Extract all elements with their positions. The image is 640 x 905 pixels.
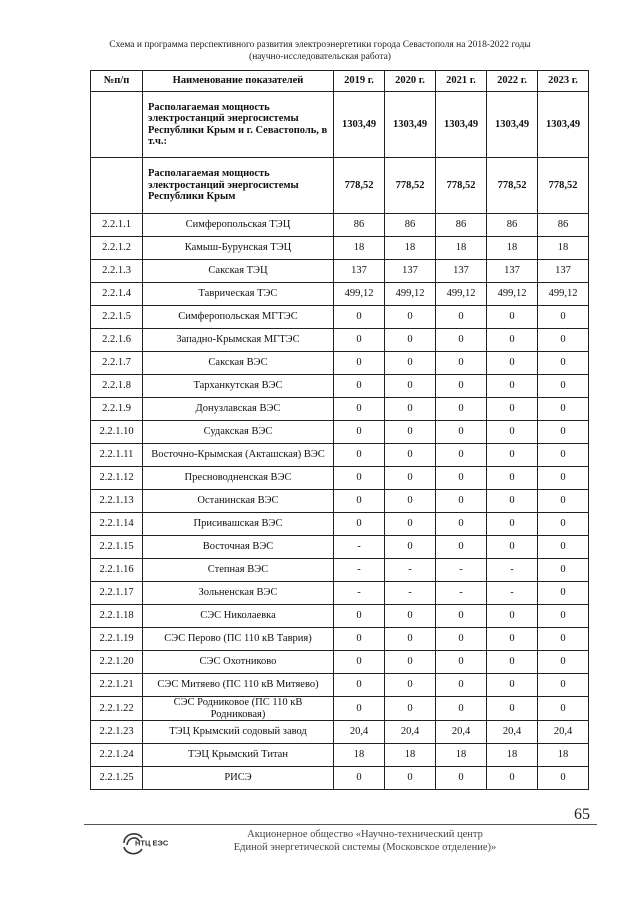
summary-value: 778,52	[385, 158, 436, 214]
row-number: 2.2.1.12	[91, 467, 143, 490]
row-value: 499,12	[538, 283, 589, 306]
row-value: -	[436, 559, 487, 582]
table-row	[91, 605, 589, 628]
summary-value: 1303,49	[334, 92, 385, 158]
table-row	[91, 721, 589, 744]
row-value: 0	[487, 352, 538, 375]
row-value: 18	[538, 237, 589, 260]
row-value: 20,4	[538, 721, 589, 744]
row-value: 0	[436, 605, 487, 628]
row-number: 2.2.1.21	[91, 674, 143, 697]
summary-row	[91, 158, 589, 214]
summary-name: Располагаемая мощность электростанций энергосистемы Республики Крым	[143, 158, 334, 214]
row-value: -	[385, 559, 436, 582]
table-row	[91, 536, 589, 559]
row-value: 0	[487, 467, 538, 490]
summary-value: 1303,49	[436, 92, 487, 158]
row-number: 2.2.1.3	[91, 260, 143, 283]
row-number: 2.2.1.1	[91, 214, 143, 237]
row-value: 0	[538, 582, 589, 605]
row-value: 86	[436, 214, 487, 237]
row-value: 0	[538, 674, 589, 697]
row-value: 20,4	[334, 721, 385, 744]
summary-value: 1303,49	[487, 92, 538, 158]
row-name: Степная ВЭС	[143, 559, 334, 582]
row-value: 0	[436, 536, 487, 559]
row-value: 499,12	[334, 283, 385, 306]
table-row	[91, 329, 589, 352]
row-value: 0	[487, 697, 538, 721]
row-value: 20,4	[436, 721, 487, 744]
row-value: 0	[334, 375, 385, 398]
company-logo	[118, 826, 180, 860]
capacity-table	[90, 70, 589, 790]
table-row	[91, 398, 589, 421]
row-value: 0	[385, 375, 436, 398]
row-value: 0	[538, 444, 589, 467]
row-value: 0	[385, 306, 436, 329]
row-value: -	[334, 536, 385, 559]
footer-organization	[215, 828, 515, 854]
row-value: 0	[334, 421, 385, 444]
row-value: 0	[385, 605, 436, 628]
summary-row	[91, 92, 589, 158]
row-value: 86	[385, 214, 436, 237]
row-value: 0	[436, 651, 487, 674]
table-row	[91, 582, 589, 605]
header-subtitle: (научно-исследовательская работа)	[249, 52, 391, 62]
row-name: Таврическая ТЭС	[143, 283, 334, 306]
col-header-2019: 2019 г.	[334, 71, 385, 92]
row-value: 0	[538, 467, 589, 490]
table-row	[91, 421, 589, 444]
row-value: 0	[436, 444, 487, 467]
col-header-2020: 2020 г.	[385, 71, 436, 92]
row-value: 0	[334, 674, 385, 697]
row-name: ТЭЦ Крымский содовый завод	[143, 721, 334, 744]
col-header-2022: 2022 г.	[487, 71, 538, 92]
row-value: 0	[436, 674, 487, 697]
table-row	[91, 467, 589, 490]
table-row	[91, 283, 589, 306]
row-value: 0	[538, 628, 589, 651]
table-row	[91, 444, 589, 467]
row-value: 0	[436, 352, 487, 375]
table-row	[91, 651, 589, 674]
row-value: 0	[334, 513, 385, 536]
row-value: -	[487, 559, 538, 582]
row-name: Судакская ВЭС	[143, 421, 334, 444]
row-value: 137	[436, 260, 487, 283]
row-name: РИСЭ	[143, 767, 334, 790]
row-value: 0	[487, 421, 538, 444]
row-name: Симферопольская МГТЭС	[143, 306, 334, 329]
row-name: ТЭЦ Крымский Титан	[143, 744, 334, 767]
table-row	[91, 352, 589, 375]
footer-line-2: Единой энергетической системы (Московское отделение)»	[233, 842, 497, 853]
table-row	[91, 628, 589, 651]
row-value: 18	[385, 237, 436, 260]
row-value: 0	[436, 628, 487, 651]
row-name: Зольненская ВЭС	[143, 582, 334, 605]
summary-value: 778,52	[334, 158, 385, 214]
row-value: 0	[334, 306, 385, 329]
row-name: Сакская ВЭС	[143, 352, 334, 375]
table-row	[91, 490, 589, 513]
summary-num-cell	[91, 92, 143, 158]
row-value: 499,12	[487, 283, 538, 306]
row-value: 0	[385, 536, 436, 559]
row-number: 2.2.1.8	[91, 375, 143, 398]
row-value: 86	[487, 214, 538, 237]
row-value: 86	[334, 214, 385, 237]
row-name: СЭС Перово (ПС 110 кВ Таврия)	[143, 628, 334, 651]
row-value: 0	[334, 628, 385, 651]
row-value: 499,12	[436, 283, 487, 306]
row-value: 0	[487, 398, 538, 421]
row-value: 0	[436, 421, 487, 444]
col-header-2023: 2023 г.	[538, 71, 589, 92]
row-value: 0	[487, 444, 538, 467]
table-row	[91, 674, 589, 697]
row-number: 2.2.1.22	[91, 697, 143, 721]
row-name: СЭС Родниковое (ПС 110 кВ Родниковая)	[143, 697, 334, 721]
row-value: 20,4	[487, 721, 538, 744]
row-value: 0	[385, 513, 436, 536]
row-value: 0	[334, 651, 385, 674]
summary-num-cell	[91, 158, 143, 214]
row-number: 2.2.1.9	[91, 398, 143, 421]
row-name: Западно-Крымская МГТЭС	[143, 329, 334, 352]
row-value: 0	[487, 513, 538, 536]
row-value: 0	[385, 467, 436, 490]
row-number: 2.2.1.25	[91, 767, 143, 790]
row-number: 2.2.1.18	[91, 605, 143, 628]
row-number: 2.2.1.15	[91, 536, 143, 559]
row-value: 0	[334, 467, 385, 490]
table-row	[91, 697, 589, 721]
row-name: Камыш-Бурунская ТЭЦ	[143, 237, 334, 260]
row-value: 18	[436, 744, 487, 767]
row-value: 0	[436, 513, 487, 536]
footer-divider	[84, 824, 597, 825]
row-value: 0	[334, 444, 385, 467]
row-value: 0	[334, 767, 385, 790]
row-value: 0	[436, 375, 487, 398]
col-header-num: №п/п	[91, 71, 143, 92]
row-value: 0	[538, 536, 589, 559]
table-row	[91, 744, 589, 767]
row-value: 0	[538, 329, 589, 352]
row-name: СЭС Охотниково	[143, 651, 334, 674]
row-number: 2.2.1.10	[91, 421, 143, 444]
row-value: 0	[538, 398, 589, 421]
summary-value: 1303,49	[538, 92, 589, 158]
row-name: Восточно-Крымская (Акташская) ВЭС	[143, 444, 334, 467]
row-name: СЭС Митяево (ПС 110 кВ Митяево)	[143, 674, 334, 697]
row-name: Восточная ВЭС	[143, 536, 334, 559]
table-row	[91, 767, 589, 790]
row-value: 0	[334, 490, 385, 513]
row-value: 0	[385, 398, 436, 421]
table-header-row	[91, 71, 589, 92]
row-value: 18	[487, 744, 538, 767]
col-header-name: Наименование показателей	[143, 71, 334, 92]
row-value: 0	[436, 306, 487, 329]
table-row	[91, 260, 589, 283]
row-value: 0	[487, 651, 538, 674]
row-value: 0	[385, 421, 436, 444]
row-value: 18	[538, 744, 589, 767]
row-value: 0	[538, 375, 589, 398]
row-value: 18	[385, 744, 436, 767]
row-value: 0	[436, 398, 487, 421]
row-name: Останинская ВЭС	[143, 490, 334, 513]
row-value: 0	[487, 628, 538, 651]
row-value: 0	[487, 306, 538, 329]
row-value: 18	[334, 237, 385, 260]
row-number: 2.2.1.23	[91, 721, 143, 744]
row-value: 0	[334, 605, 385, 628]
row-value: 0	[385, 628, 436, 651]
document-header	[60, 39, 580, 63]
row-number: 2.2.1.20	[91, 651, 143, 674]
row-value: -	[334, 559, 385, 582]
row-value: 0	[487, 674, 538, 697]
row-value: 0	[538, 697, 589, 721]
row-value: -	[385, 582, 436, 605]
logo-text: НТЦ ЕЭС	[135, 838, 169, 848]
row-name: Сакская ТЭЦ	[143, 260, 334, 283]
table-row	[91, 214, 589, 237]
page-number: 65	[574, 806, 590, 823]
row-value: -	[487, 582, 538, 605]
row-value: 0	[538, 605, 589, 628]
row-value: 0	[538, 306, 589, 329]
row-value: 0	[436, 697, 487, 721]
row-value: 18	[334, 744, 385, 767]
row-value: 0	[385, 444, 436, 467]
header-title: Схема и программа перспективного развития электроэнергетики города Севастополя на 2018-2022 годы	[109, 40, 531, 50]
row-value: 0	[385, 674, 436, 697]
row-value: 0	[487, 536, 538, 559]
row-value: 0	[538, 490, 589, 513]
row-number: 2.2.1.16	[91, 559, 143, 582]
col-header-2021: 2021 г.	[436, 71, 487, 92]
row-value: 0	[334, 329, 385, 352]
row-value: 0	[385, 329, 436, 352]
row-value: 0	[385, 697, 436, 721]
row-value: -	[334, 582, 385, 605]
row-value: 0	[385, 490, 436, 513]
row-value: 137	[334, 260, 385, 283]
row-value: 0	[436, 329, 487, 352]
row-name: Присивашская ВЭС	[143, 513, 334, 536]
row-value: 0	[385, 767, 436, 790]
table-row	[91, 237, 589, 260]
row-number: 2.2.1.24	[91, 744, 143, 767]
row-value: 0	[334, 697, 385, 721]
row-number: 2.2.1.7	[91, 352, 143, 375]
row-number: 2.2.1.5	[91, 306, 143, 329]
row-value: 0	[385, 651, 436, 674]
summary-value: 778,52	[436, 158, 487, 214]
row-value: 0	[538, 651, 589, 674]
row-value: 18	[487, 237, 538, 260]
row-name: Пресноводненская ВЭС	[143, 467, 334, 490]
row-value: 0	[436, 490, 487, 513]
row-value: 0	[487, 329, 538, 352]
row-number: 2.2.1.11	[91, 444, 143, 467]
row-name: Тарханкутская ВЭС	[143, 375, 334, 398]
row-number: 2.2.1.4	[91, 283, 143, 306]
row-value: 0	[385, 352, 436, 375]
row-value: 0	[538, 513, 589, 536]
table-row	[91, 306, 589, 329]
row-value: 20,4	[385, 721, 436, 744]
row-number: 2.2.1.13	[91, 490, 143, 513]
row-value: 86	[538, 214, 589, 237]
row-name: Донузлавская ВЭС	[143, 398, 334, 421]
row-number: 2.2.1.17	[91, 582, 143, 605]
row-name: СЭС Николаевка	[143, 605, 334, 628]
row-value: 0	[487, 375, 538, 398]
row-value: 0	[538, 767, 589, 790]
row-value: 0	[487, 490, 538, 513]
table-row	[91, 513, 589, 536]
summary-value: 778,52	[487, 158, 538, 214]
row-number: 2.2.1.2	[91, 237, 143, 260]
row-value: 18	[436, 237, 487, 260]
summary-value: 778,52	[538, 158, 589, 214]
row-number: 2.2.1.6	[91, 329, 143, 352]
row-value: 499,12	[385, 283, 436, 306]
row-value: -	[436, 582, 487, 605]
footer-line-1: Акционерное общество «Научно-технический центр	[247, 829, 483, 840]
row-number: 2.2.1.19	[91, 628, 143, 651]
row-value: 0	[436, 467, 487, 490]
row-value: 0	[538, 421, 589, 444]
row-value: 0	[487, 605, 538, 628]
row-number: 2.2.1.14	[91, 513, 143, 536]
row-value: 0	[334, 398, 385, 421]
row-value: 0	[334, 352, 385, 375]
row-value: 137	[385, 260, 436, 283]
summary-value: 1303,49	[385, 92, 436, 158]
table-row	[91, 559, 589, 582]
row-value: 137	[538, 260, 589, 283]
table-row	[91, 375, 589, 398]
row-name: Симферопольская ТЭЦ	[143, 214, 334, 237]
summary-name: Располагаемая мощность электростанций энергосистемы Республики Крым и г. Севастополь, в т.ч.:	[143, 92, 334, 158]
row-value: 0	[538, 352, 589, 375]
row-value: 0	[538, 559, 589, 582]
row-value: 137	[487, 260, 538, 283]
row-value: 0	[436, 767, 487, 790]
row-value: 0	[487, 767, 538, 790]
